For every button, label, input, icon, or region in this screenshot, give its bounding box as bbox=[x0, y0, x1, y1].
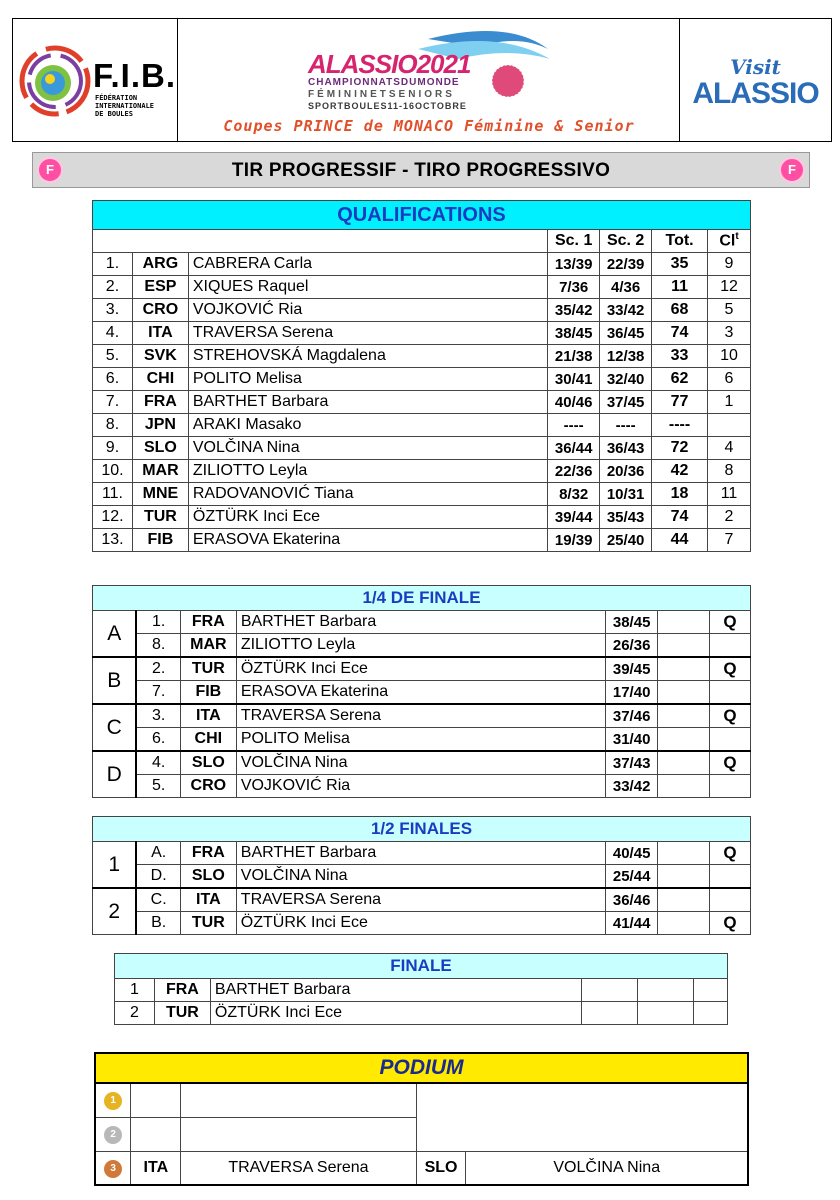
page-title: TIR PROGRESSIF - TIRO PROGRESSIVO bbox=[231, 160, 611, 181]
nation-code: SLO bbox=[132, 437, 188, 460]
nation-code: FRA bbox=[154, 979, 210, 1002]
score: 26/36 bbox=[606, 634, 658, 658]
total: 33 bbox=[652, 345, 708, 368]
seed: 8. bbox=[136, 634, 180, 658]
classement bbox=[708, 414, 751, 437]
player-name: BARTHET Barbara bbox=[236, 842, 605, 865]
nation-code: TUR bbox=[180, 657, 236, 681]
player-name: CABRERA Carla bbox=[188, 253, 547, 276]
total: 77 bbox=[652, 391, 708, 414]
score-1: 30/41 bbox=[548, 368, 600, 391]
event-logo bbox=[178, 19, 680, 141]
qualified-mark bbox=[710, 865, 751, 889]
podium-3a-nat: ITA bbox=[131, 1151, 181, 1185]
fib-logo bbox=[13, 19, 178, 141]
score-2: 33/42 bbox=[600, 299, 652, 322]
col-cl-label: Cl bbox=[719, 232, 736, 250]
podium-title: PODIUM bbox=[95, 1053, 748, 1083]
player-name: BARTHET Barbara bbox=[188, 391, 547, 414]
score-1: 35/42 bbox=[548, 299, 600, 322]
qualified-mark: Q bbox=[710, 704, 751, 728]
match-row bbox=[93, 657, 751, 681]
blank-cell bbox=[658, 611, 710, 634]
final-row bbox=[115, 979, 728, 1002]
gold-medal-icon: 1 bbox=[104, 1092, 122, 1110]
classement: 7 bbox=[708, 529, 751, 552]
female-badge-icon: F bbox=[779, 157, 805, 183]
final-row bbox=[115, 1002, 728, 1025]
classement: 8 bbox=[708, 460, 751, 483]
seed: 5. bbox=[136, 775, 180, 798]
final-body bbox=[115, 979, 728, 1025]
event-line-3: SPORTBOULES11-16OCTOBRE bbox=[308, 101, 467, 111]
nation-code: JPN bbox=[132, 414, 188, 437]
quarter-final-title: 1/4 DE FINALE bbox=[93, 586, 751, 611]
qualification-row bbox=[93, 483, 751, 506]
player-name: VOJKOVIĆ Ria bbox=[236, 775, 605, 798]
qualification-row bbox=[93, 529, 751, 552]
qualification-row bbox=[93, 506, 751, 529]
qualified-mark bbox=[710, 681, 751, 705]
match-label: 1 bbox=[93, 842, 137, 889]
qualification-row bbox=[93, 391, 751, 414]
rank: 8. bbox=[93, 414, 133, 437]
qualification-row bbox=[93, 299, 751, 322]
score-2: 36/43 bbox=[600, 437, 652, 460]
nation-code: CRO bbox=[132, 299, 188, 322]
semi-final-body bbox=[93, 842, 751, 935]
blank-cell bbox=[638, 1002, 694, 1025]
qualification-row bbox=[93, 253, 751, 276]
score-2: 20/36 bbox=[600, 460, 652, 483]
score-1: 19/39 bbox=[548, 529, 600, 552]
total: ---- bbox=[652, 414, 708, 437]
player-name: ZILIOTTO Leyla bbox=[188, 460, 547, 483]
rank: 3. bbox=[93, 299, 133, 322]
seed: 2 bbox=[115, 1002, 155, 1025]
qualified-mark bbox=[710, 634, 751, 658]
score-1: 13/39 bbox=[548, 253, 600, 276]
col-cl bbox=[708, 230, 751, 253]
podium-3b-nat: SLO bbox=[416, 1151, 466, 1185]
player-name: XIQUES Raquel bbox=[188, 276, 547, 299]
player-name: ARAKI Masako bbox=[188, 414, 547, 437]
score-2: 10/31 bbox=[600, 483, 652, 506]
match-row bbox=[93, 728, 751, 752]
qualifications-table bbox=[92, 200, 751, 552]
score: 33/42 bbox=[606, 775, 658, 798]
qualification-row bbox=[93, 460, 751, 483]
blank-cell bbox=[638, 979, 694, 1002]
match-label: 2 bbox=[93, 888, 137, 935]
player-name: VOLČINA Nina bbox=[188, 437, 547, 460]
nation-code: MAR bbox=[132, 460, 188, 483]
rank: 12. bbox=[93, 506, 133, 529]
score: 38/45 bbox=[606, 611, 658, 634]
classement: 6 bbox=[708, 368, 751, 391]
score: 40/45 bbox=[606, 842, 658, 865]
player-name: ERASOVA Ekaterina bbox=[236, 681, 605, 705]
qualified-mark: Q bbox=[710, 657, 751, 681]
header-spacer bbox=[93, 230, 548, 253]
qualification-row bbox=[93, 345, 751, 368]
blank-cell bbox=[658, 657, 710, 681]
score-2: 25/40 bbox=[600, 529, 652, 552]
player-name: RADOVANOVIĆ Tiana bbox=[188, 483, 547, 506]
match-row bbox=[93, 865, 751, 889]
player-name: TRAVERSA Serena bbox=[236, 704, 605, 728]
score-1: 38/45 bbox=[548, 322, 600, 345]
qualified-mark bbox=[710, 775, 751, 798]
score: 31/40 bbox=[606, 728, 658, 752]
visit-alassio-logo bbox=[680, 19, 831, 141]
seed: 7. bbox=[136, 681, 180, 705]
score-2: 37/45 bbox=[600, 391, 652, 414]
bronze-medal-icon: 3 bbox=[104, 1160, 122, 1178]
rank: 5. bbox=[93, 345, 133, 368]
player-name: POLITO Melisa bbox=[236, 728, 605, 752]
semi-final-table bbox=[92, 816, 751, 935]
score-2: 35/43 bbox=[600, 506, 652, 529]
qualified-mark: Q bbox=[710, 611, 751, 634]
score-1: 39/44 bbox=[548, 506, 600, 529]
page-header bbox=[12, 18, 832, 142]
event-line-2: FÉMININETSENIORS bbox=[308, 89, 455, 100]
match-row bbox=[93, 842, 751, 865]
score-1: 8/32 bbox=[548, 483, 600, 506]
nation-code: TUR bbox=[180, 912, 236, 935]
qualification-row bbox=[93, 414, 751, 437]
quarter-final-table bbox=[92, 585, 751, 798]
medal-silver-cell bbox=[95, 1117, 131, 1151]
podium-1-2-blank bbox=[416, 1083, 748, 1151]
match-label: D bbox=[93, 751, 137, 798]
seed: 3. bbox=[136, 704, 180, 728]
score-2: 22/39 bbox=[600, 253, 652, 276]
blank-cell bbox=[658, 681, 710, 705]
medal-gold-cell bbox=[95, 1083, 131, 1117]
semi-final-title: 1/2 FINALES bbox=[93, 817, 751, 842]
qualified-mark: Q bbox=[710, 751, 751, 775]
nation-code: SLO bbox=[180, 865, 236, 889]
score-1: 7/36 bbox=[548, 276, 600, 299]
total: 44 bbox=[652, 529, 708, 552]
match-label: C bbox=[93, 704, 137, 751]
player-name: POLITO Melisa bbox=[188, 368, 547, 391]
score-1: 21/38 bbox=[548, 345, 600, 368]
player-name: TRAVERSA Serena bbox=[188, 322, 547, 345]
player-name: ÖZTÜRK Inci Ece bbox=[188, 506, 547, 529]
fib-subtitle-line: INTERNATIONALE bbox=[95, 102, 155, 110]
qualified-mark bbox=[710, 888, 751, 912]
female-badge-icon: F bbox=[37, 157, 63, 183]
seed: 6. bbox=[136, 728, 180, 752]
qualifications-header-row bbox=[93, 230, 751, 253]
blank-cell bbox=[658, 634, 710, 658]
nation-code: SVK bbox=[132, 345, 188, 368]
rank: 13. bbox=[93, 529, 133, 552]
player-name: ZILIOTTO Leyla bbox=[236, 634, 605, 658]
qualified-mark bbox=[710, 728, 751, 752]
match-row bbox=[93, 611, 751, 634]
classement: 5 bbox=[708, 299, 751, 322]
qualification-row bbox=[93, 322, 751, 345]
qualification-row bbox=[93, 276, 751, 299]
final-title: FINALE bbox=[115, 954, 728, 979]
qualified-mark: Q bbox=[710, 912, 751, 935]
qualification-row bbox=[93, 368, 751, 391]
match-row bbox=[93, 912, 751, 935]
rank: 9. bbox=[93, 437, 133, 460]
podium-1-name bbox=[181, 1083, 416, 1117]
coupes-title: Coupes PRINCE de MONACO Féminine & Senior bbox=[223, 117, 635, 135]
match-row bbox=[93, 704, 751, 728]
nation-code: ITA bbox=[180, 704, 236, 728]
nation-code: FRA bbox=[180, 611, 236, 634]
total: 74 bbox=[652, 322, 708, 345]
fib-subtitle bbox=[95, 94, 154, 118]
total: 74 bbox=[652, 506, 708, 529]
player-name: BARTHET Barbara bbox=[210, 979, 581, 1002]
player-name: ÖZTÜRK Inci Ece bbox=[236, 657, 605, 681]
total: 11 bbox=[652, 276, 708, 299]
nation-code: ESP bbox=[132, 276, 188, 299]
classement: 2 bbox=[708, 506, 751, 529]
fib-abbreviation: F.I.B. bbox=[93, 57, 177, 94]
podium-3b-name: VOLČINA Nina bbox=[466, 1151, 748, 1185]
blank-cell bbox=[694, 1002, 728, 1025]
nation-code: CHI bbox=[132, 368, 188, 391]
seed: 2. bbox=[136, 657, 180, 681]
podium-2-name bbox=[181, 1117, 416, 1151]
seed: 1 bbox=[115, 979, 155, 1002]
podium-2-nat bbox=[131, 1117, 181, 1151]
blank-cell bbox=[658, 865, 710, 889]
nation-code: FIB bbox=[132, 529, 188, 552]
col-cl-sup: t bbox=[735, 231, 739, 243]
score-2: 12/38 bbox=[600, 345, 652, 368]
score-1: 40/46 bbox=[548, 391, 600, 414]
seed: A. bbox=[136, 842, 180, 865]
classement: 11 bbox=[708, 483, 751, 506]
nation-code: TUR bbox=[154, 1002, 210, 1025]
classement: 3 bbox=[708, 322, 751, 345]
match-row bbox=[93, 681, 751, 705]
silver-medal-icon: 2 bbox=[104, 1126, 122, 1144]
nation-code: FRA bbox=[180, 842, 236, 865]
medal-bronze-cell bbox=[95, 1151, 131, 1185]
rank: 10. bbox=[93, 460, 133, 483]
match-row bbox=[93, 775, 751, 798]
nation-code: ARG bbox=[132, 253, 188, 276]
quarter-final-body bbox=[93, 611, 751, 798]
total: 68 bbox=[652, 299, 708, 322]
blank-cell bbox=[658, 728, 710, 752]
score-2: ---- bbox=[600, 414, 652, 437]
col-sc1: Sc. 1 bbox=[548, 230, 600, 253]
player-name: VOLČINA Nina bbox=[236, 865, 605, 889]
score: 37/43 bbox=[606, 751, 658, 775]
blank-cell bbox=[694, 979, 728, 1002]
classement: 1 bbox=[708, 391, 751, 414]
qualifications-title: QUALIFICATIONS bbox=[93, 201, 751, 230]
total: 18 bbox=[652, 483, 708, 506]
nation-code: CRO bbox=[180, 775, 236, 798]
match-label: B bbox=[93, 657, 137, 704]
score: 37/46 bbox=[606, 704, 658, 728]
score: 39/45 bbox=[606, 657, 658, 681]
match-row bbox=[93, 888, 751, 912]
blank-cell bbox=[658, 751, 710, 775]
classement: 10 bbox=[708, 345, 751, 368]
match-row bbox=[93, 751, 751, 775]
classement: 9 bbox=[708, 253, 751, 276]
rank: 7. bbox=[93, 391, 133, 414]
score-2: 36/45 bbox=[600, 322, 652, 345]
score: 36/46 bbox=[606, 888, 658, 912]
score: 17/40 bbox=[606, 681, 658, 705]
total: 62 bbox=[652, 368, 708, 391]
alassio-text: ALASSIO bbox=[692, 77, 819, 110]
seed: 4. bbox=[136, 751, 180, 775]
nation-code: MAR bbox=[180, 634, 236, 658]
nation-code: FRA bbox=[132, 391, 188, 414]
seed: B. bbox=[136, 912, 180, 935]
rank: 4. bbox=[93, 322, 133, 345]
blank-cell bbox=[582, 979, 638, 1002]
player-name: ÖZTÜRK Inci Ece bbox=[210, 1002, 581, 1025]
col-tot: Tot. bbox=[652, 230, 708, 253]
score-1: 36/44 bbox=[548, 437, 600, 460]
total: 72 bbox=[652, 437, 708, 460]
nation-code: SLO bbox=[180, 751, 236, 775]
fib-subtitle-line: DE BOULES bbox=[95, 110, 133, 118]
blank-cell bbox=[658, 704, 710, 728]
rank: 6. bbox=[93, 368, 133, 391]
final-table bbox=[114, 953, 728, 1025]
nation-code: FIB bbox=[180, 681, 236, 705]
nation-code: ITA bbox=[132, 322, 188, 345]
blank-cell bbox=[658, 888, 710, 912]
score: 25/44 bbox=[606, 865, 658, 889]
nation-code: CHI bbox=[180, 728, 236, 752]
event-title: ALASSIO2021 bbox=[308, 49, 471, 79]
score: 41/44 bbox=[606, 912, 658, 935]
fib-emblem-icon bbox=[15, 19, 95, 141]
player-name: VOLČINA Nina bbox=[236, 751, 605, 775]
player-name: BARTHET Barbara bbox=[236, 611, 605, 634]
rank: 2. bbox=[93, 276, 133, 299]
qualification-row bbox=[93, 437, 751, 460]
classement: 12 bbox=[708, 276, 751, 299]
total: 35 bbox=[652, 253, 708, 276]
player-name: ÖZTÜRK Inci Ece bbox=[236, 912, 605, 935]
podium-3a-name: TRAVERSA Serena bbox=[181, 1151, 416, 1185]
total: 42 bbox=[652, 460, 708, 483]
col-sc2: Sc. 2 bbox=[600, 230, 652, 253]
seed: C. bbox=[136, 888, 180, 912]
nation-code: TUR bbox=[132, 506, 188, 529]
title-bar bbox=[32, 152, 810, 188]
seed: 1. bbox=[136, 611, 180, 634]
score-1: 22/36 bbox=[548, 460, 600, 483]
seed: D. bbox=[136, 865, 180, 889]
player-name: STREHOVSKÁ Magdalena bbox=[188, 345, 547, 368]
classement: 4 bbox=[708, 437, 751, 460]
podium-table bbox=[94, 1052, 749, 1186]
player-name: VOJKOVIĆ Ria bbox=[188, 299, 547, 322]
nation-code: ITA bbox=[180, 888, 236, 912]
blank-cell bbox=[582, 1002, 638, 1025]
blank-cell bbox=[658, 775, 710, 798]
score-2: 32/40 bbox=[600, 368, 652, 391]
score-1: ---- bbox=[548, 414, 600, 437]
player-name: TRAVERSA Serena bbox=[236, 888, 605, 912]
event-line-1: CHAMPIONNATSDUMONDE bbox=[308, 77, 460, 88]
match-label: A bbox=[93, 611, 137, 658]
nation-code: MNE bbox=[132, 483, 188, 506]
podium-1-nat bbox=[131, 1083, 181, 1117]
qualifications-body bbox=[93, 253, 751, 552]
score-2: 4/36 bbox=[600, 276, 652, 299]
rank: 11. bbox=[93, 483, 133, 506]
player-name: ERASOVA Ekaterina bbox=[188, 529, 547, 552]
rank: 1. bbox=[93, 253, 133, 276]
match-row bbox=[93, 634, 751, 658]
visit-text: Visit bbox=[730, 55, 781, 79]
qualified-mark: Q bbox=[710, 842, 751, 865]
blank-cell bbox=[658, 842, 710, 865]
blank-cell bbox=[658, 912, 710, 935]
fib-subtitle-line: FÉDÉRATION bbox=[95, 94, 138, 102]
